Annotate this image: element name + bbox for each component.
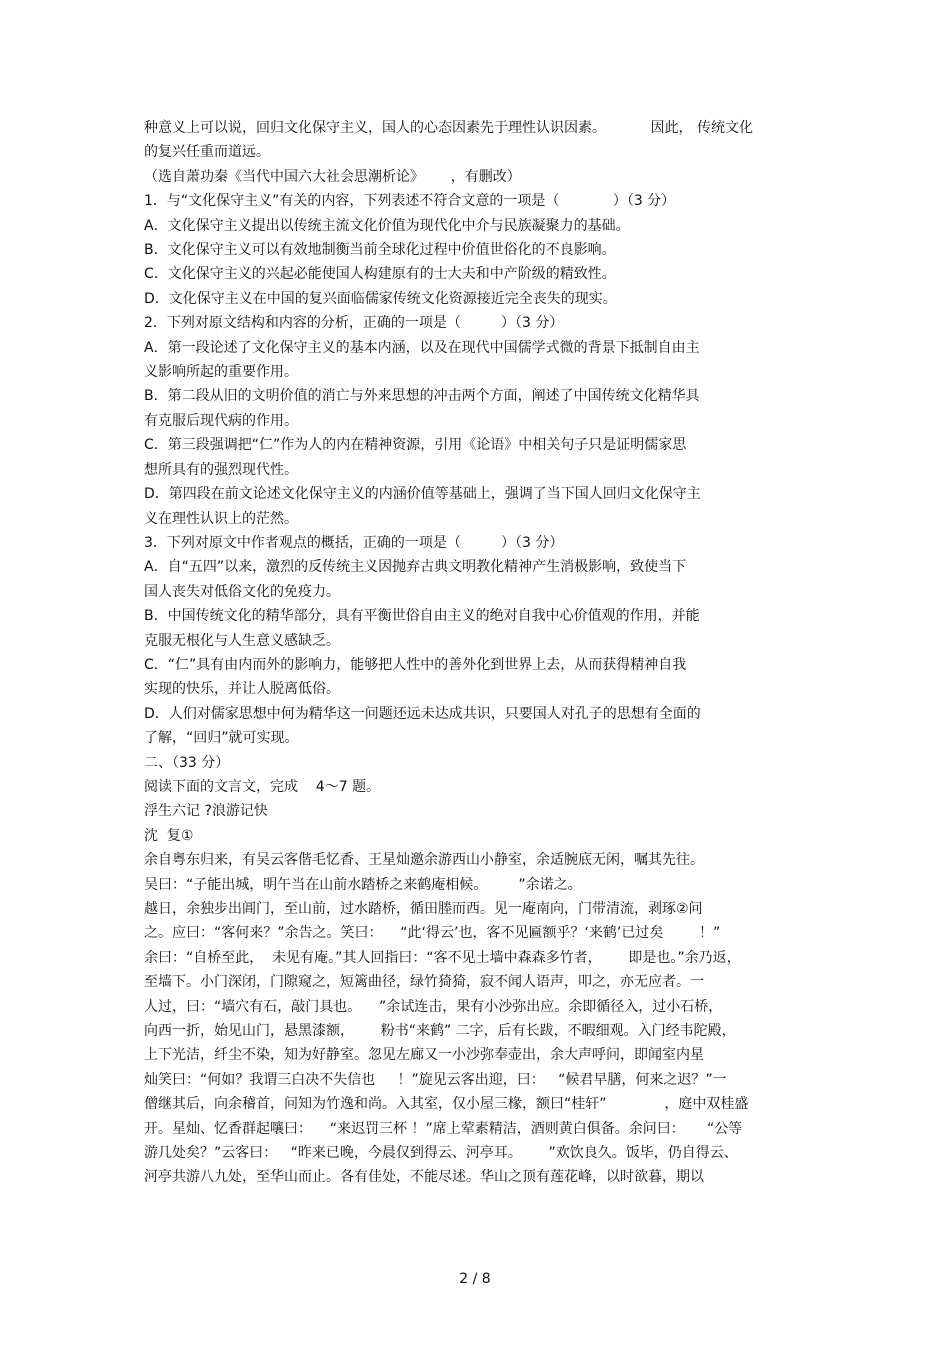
question-1-option-d: D．文化保守主义在中国的复兴面临儒家传统文化资源接近完全丧失的现实。: [144, 290, 617, 307]
passage-line: 越日，余独步出阊门，至山前，过水踏桥，循田塍而西。见一庵南向，门带清流，剥琢②问: [144, 901, 703, 917]
question-3-option-b: B．中国传统文化的精华部分，具有平衡世俗自由主义的绝对自我中心价值观的作用，并能: [144, 608, 700, 625]
passage-author: 沈 复①: [144, 827, 194, 844]
passage-title: 浮生六记 ?浪游记快: [144, 803, 268, 820]
question-3-option-b-cont: 克服无根化与人生意义感缺乏。: [144, 632, 340, 649]
question-1: 1．与“文化保守主义”有关的内容，下列表述不符合文意的一项是（ ）（3 分）: [144, 193, 676, 210]
section-heading: 二、（33 分）: [144, 754, 230, 771]
question-2-option-a: A．第一段论述了文化保守主义的基本内涵，以及在现代中国儒学式微的背景下抵制自由主: [144, 339, 700, 356]
document-body: [144, 116, 814, 1190]
text-line: 种意义上可以说，回归文化保守主义，国人的心态因素先于理性认识因素。 因此， 传统文化: [144, 120, 753, 136]
question-3-option-d-cont: 了解，“回归”就可实现。: [144, 730, 299, 747]
question-2: 2．下列对原文结构和内容的分析，正确的一项是（ ）（3 分）: [144, 315, 564, 332]
question-2-option-a-cont: 义影响所起的重要作用。: [144, 364, 298, 381]
question-2-option-b: B．第二段从旧的文明价值的消亡与外来思想的冲击两个方面，阐述了中国传统文化精华具: [144, 388, 700, 405]
text-line: 的复兴任重而道远。: [144, 144, 270, 161]
passage-line: 游几处矣？”云客曰： “昨来已晚，今晨仅到得云、河亭耳。 ”欢饮良久。饭毕，仍自得云、: [144, 1145, 738, 1162]
question-3-option-c: C．“仁”具有由内而外的影响力，能够把人性中的善外化到世界上去，从而获得精神自我: [144, 656, 687, 673]
passage-line: 余自粤东归来，有吴云客偕毛忆香、王星灿邀余游西山小静室，余适腕底无闲，嘱其先往。: [144, 852, 704, 869]
passage-line: 开。星灿、忆香群起嚷曰： “来迟罚三杯 ！”席上荤素精洁，酒则黄白俱备。余问曰： “公等: [144, 1120, 743, 1137]
passage-line: 余曰：“自桥至此， 未见有庵。”其人回指曰：“客不见土墙中森森多竹者， 即是也。”余乃返，: [144, 949, 741, 966]
passage-line: 向西一折，始见山门，悬黑漆额， 粉书“来鹤” 二字，后有长跋，不暇细观。入门经韦陀殿，: [144, 1023, 736, 1040]
question-1-option-b: B．文化保守主义可以有效地制衡当前全球化过程中价值世俗化的不良影响。: [144, 242, 616, 259]
question-3: 3．下列对原文中作者观点的概括，正确的一项是（ ）（3 分）: [144, 534, 564, 551]
question-2-option-b-cont: 有克服后现代病的作用。: [144, 412, 298, 429]
passage-line: 河亭共游八九处，至华山而止。各有佳处，不能尽述。华山之顶有莲花峰，以时欲暮，期以: [144, 1169, 704, 1186]
question-2-option-d: D．第四段在前文论述文化保守主义的内涵价值等基础上，强调了当下国人回归文化保守主: [144, 486, 701, 503]
question-1-option-c: C．文化保守主义的兴起必能使国人构建原有的士大夫和中产阶级的精致性。: [144, 266, 616, 283]
passage-line: 之。应曰：“客何来？”余告之。笑曰： “此‘得云’也，客不见匾额乎？‘来鹤’已过矣 ！”: [144, 925, 721, 942]
passage-line: 人过，曰：“墙穴有石，敲门具也。 ”余试连击，果有小沙弥出应。余即循径入，过小石桥，: [144, 998, 723, 1015]
question-2-option-c: C．第三段强调把“仁”作为人的内在精神资源，引用《论语》中相关句子只是证明儒家思: [144, 437, 687, 454]
question-3-option-a: A．自“五四”以来，激烈的反传统主义因抛弃古典文明教化精神产生消极影响，致使当下: [144, 559, 687, 576]
question-3-option-a-cont: 国人丧失对低俗文化的免疫力。: [144, 583, 340, 600]
question-3-option-c-cont: 实现的快乐，并让人脱离低俗。: [144, 681, 340, 698]
section-instruction: 阅读下面的文言文，完成 4～7 题。: [144, 778, 381, 795]
passage-line: 灿笑曰：“何如？我谓三白决不失信也 ！”旋见云客出迎，曰： “候君早膳，何来之迟？”一: [144, 1071, 727, 1088]
question-2-option-c-cont: 想所具有的强烈现代性。: [144, 461, 298, 478]
question-1-option-a: A．文化保守主义提出以传统主流文化价值为现代化中介与民族凝聚力的基础。: [144, 217, 630, 234]
passage-line: 至墙下。小门深闭，门隙窥之，短篱曲径，绿竹猗猗，寂不闻人语声，叩之，亦无应者。一: [144, 974, 704, 991]
question-2-option-d-cont: 义在理性认识上的茫然。: [144, 510, 298, 527]
passage-line: 上下光洁，纤尘不染，知为好静室。忽见左廊又一小沙弥奉壶出，余大声呼问，即闻室内星: [144, 1047, 704, 1064]
page-number: 2 / 8: [459, 1271, 491, 1287]
passage-line: 僧继其后，向余稽首，问知为竹逸和尚。入其室，仅小屋三椽，额曰“桂轩” ，庭中双桂盛: [144, 1096, 749, 1113]
question-3-option-d: D．人们对儒家思想中何为精华这一问题还远未达成共识，只要国人对孔子的思想有全面的: [144, 705, 701, 722]
passage-line: 吴曰：“子能出城，明午当在山前水踏桥之来鹤庵相候。 ”余诺之。: [144, 876, 582, 893]
source-citation: （选自萧功秦《当代中国六大社会思潮析论》 ，有删改）: [144, 168, 521, 185]
